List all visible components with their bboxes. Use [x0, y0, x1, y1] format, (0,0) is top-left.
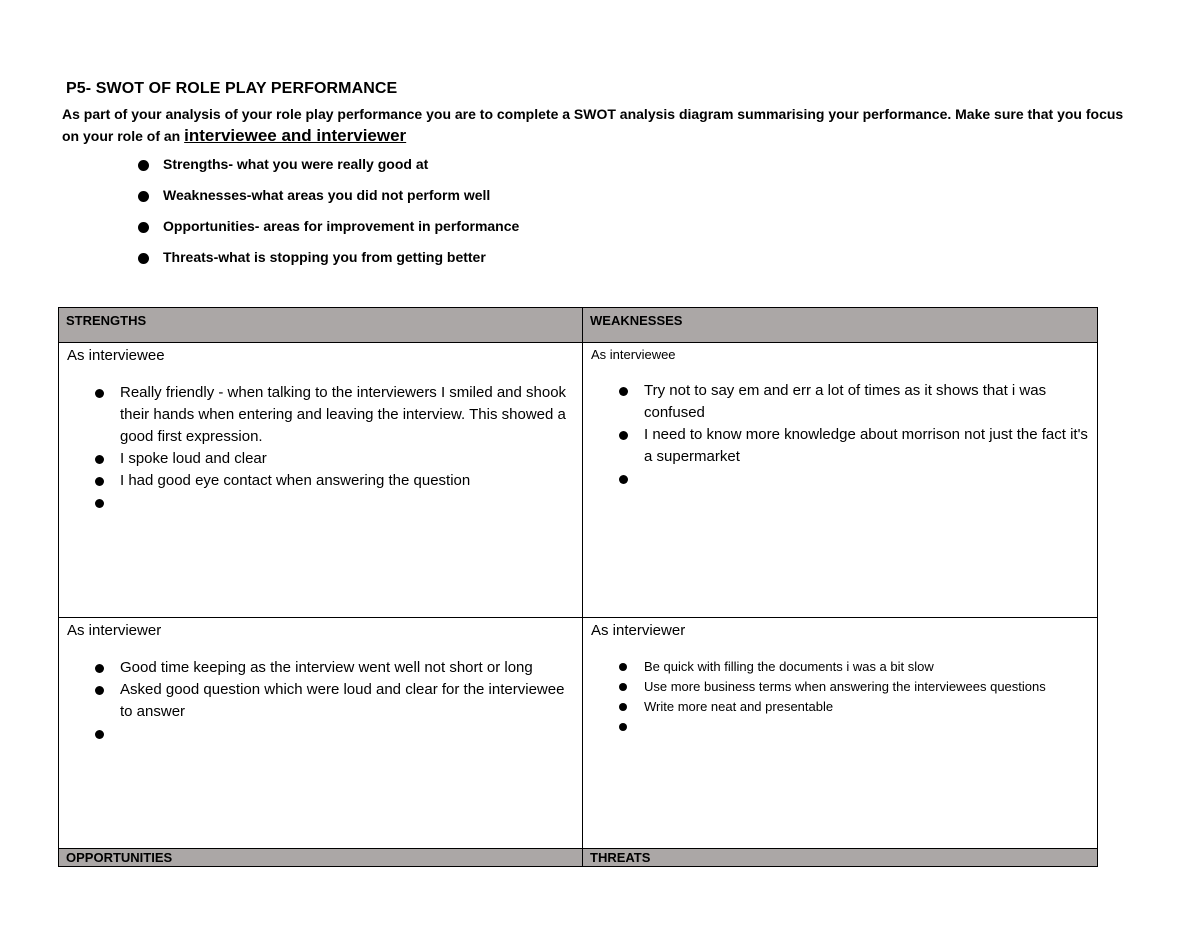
list-item-empty: [619, 717, 1089, 737]
interviewee-row: [59, 343, 1098, 618]
strengths-interviewee-list: [67, 382, 574, 514]
swot-header-row-2: [59, 849, 1098, 867]
list-item: I need to know more knowledge about morrison not just the fact it's a supermarket: [619, 424, 1089, 468]
page-title: P5- SWOT OF ROLE PLAY PERFORMANCE: [66, 80, 398, 97]
guide-bullet-threats: Threats-what is stopping you from getting better: [138, 246, 519, 277]
weaknesses-interviewee-cell[interactable]: [583, 343, 1098, 618]
guide-bullet-weaknesses: Weaknesses-what areas you did not perform well: [138, 184, 519, 215]
list-item-empty: [619, 468, 1089, 490]
strengths-interviewer-cell[interactable]: [59, 618, 583, 849]
weaknesses-interviewer-cell[interactable]: [583, 618, 1098, 849]
guide-bullet-opportunities: Opportunities- areas for improvement in performance: [138, 215, 519, 246]
opportunities-header: OPPORTUNITIES: [59, 849, 583, 867]
list-item: I spoke loud and clear: [95, 448, 574, 470]
strengths-interviewer-list: [67, 657, 574, 745]
list-item: Really friendly - when talking to the interviewers I smiled and shook their hands when entering and leaving the interview. This showed a good first expression.: [95, 382, 574, 448]
list-item-empty: [95, 723, 574, 745]
strengths-interviewer-label: As interviewer: [67, 622, 162, 639]
list-item: Asked good question which were loud and clear for the interviewee to answer: [95, 679, 574, 723]
strengths-interviewee-cell[interactable]: [59, 343, 583, 618]
swot-table: [58, 307, 1098, 867]
list-item: Good time keeping as the interview went well not short or long: [95, 657, 574, 679]
list-item: Write more neat and presentable: [619, 697, 1089, 717]
weaknesses-interviewee-list: [591, 380, 1089, 490]
list-item: Be quick with filling the documents i was a bit slow: [619, 657, 1089, 677]
interviewer-row: [59, 618, 1098, 849]
intro-text: As part of your analysis of your role play performance you are to complete a SWOT analysis diagram summarising your performance. Make sure that you focus on your role of an: [62, 106, 1124, 144]
list-item-empty: [95, 492, 574, 514]
list-item: Try not to say em and err a lot of times as it shows that i was confused: [619, 380, 1089, 424]
guide-bullet-list: [138, 153, 519, 277]
list-item: Use more business terms when answering the interviewees questions: [619, 677, 1089, 697]
weaknesses-header: WEAKNESSES: [583, 308, 1098, 343]
threats-header: THREATS: [583, 849, 1098, 867]
intro-paragraph: [62, 103, 1137, 147]
strengths-header: STRENGTHS: [59, 308, 583, 343]
guide-bullet-strengths: Strengths- what you were really good at: [138, 153, 519, 184]
weaknesses-interviewee-label: As interviewee: [591, 347, 676, 362]
swot-header-row: [59, 308, 1098, 343]
list-item: I had good eye contact when answering the question: [95, 470, 574, 492]
strengths-interviewee-label: As interviewee: [67, 347, 165, 364]
weaknesses-interviewer-list: [591, 657, 1089, 737]
intro-emphasis: interviewee and interviewer: [184, 126, 407, 145]
weaknesses-interviewer-label: As interviewer: [591, 622, 686, 639]
